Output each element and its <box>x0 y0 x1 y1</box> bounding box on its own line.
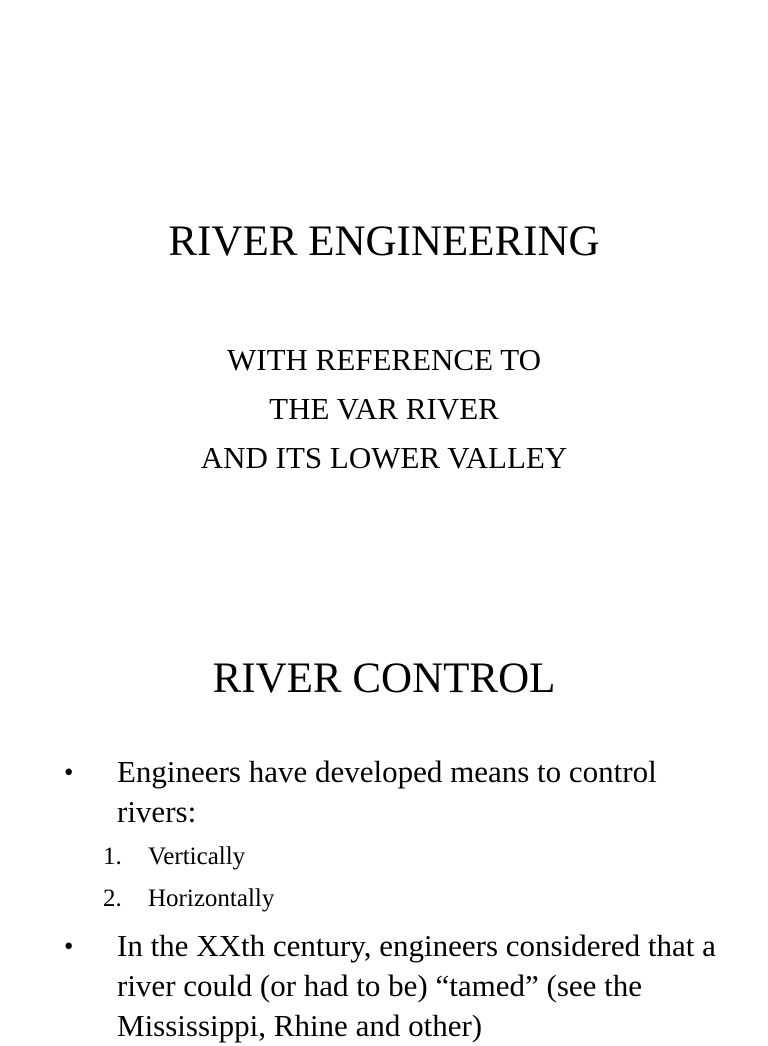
bullet-icon: • <box>64 757 74 787</box>
subtitle-line: AND ITS LOWER VALLEY <box>200 440 568 475</box>
item-text: Vertically <box>148 843 246 870</box>
item-number: 2. <box>103 885 122 912</box>
numbered-item <box>0 836 768 878</box>
bullet-item <box>0 752 768 832</box>
item-text: Horizontally <box>148 885 275 912</box>
bullet-icon: • <box>64 931 74 961</box>
slide-subtitle <box>0 335 768 482</box>
item-number: 1. <box>103 843 122 870</box>
numbered-item <box>0 878 768 920</box>
slide-title: RIVER ENGINEERING <box>168 218 600 265</box>
section-title: RIVER CONTROL <box>212 655 556 702</box>
subtitle-line: WITH REFERENCE TO <box>226 342 541 377</box>
bullet-text: Engineers have developed means to control rivers: <box>117 754 657 829</box>
bullet-list <box>0 752 768 1046</box>
bullet-item <box>0 926 768 1046</box>
subtitle-line: THE VAR RIVER <box>269 391 499 426</box>
bullet-text: In the XXth century, engineers considered that a river could (or had to be) “tamed” (see the Mississippi, Rhine and other) <box>117 928 716 1043</box>
numbered-list <box>0 836 768 920</box>
